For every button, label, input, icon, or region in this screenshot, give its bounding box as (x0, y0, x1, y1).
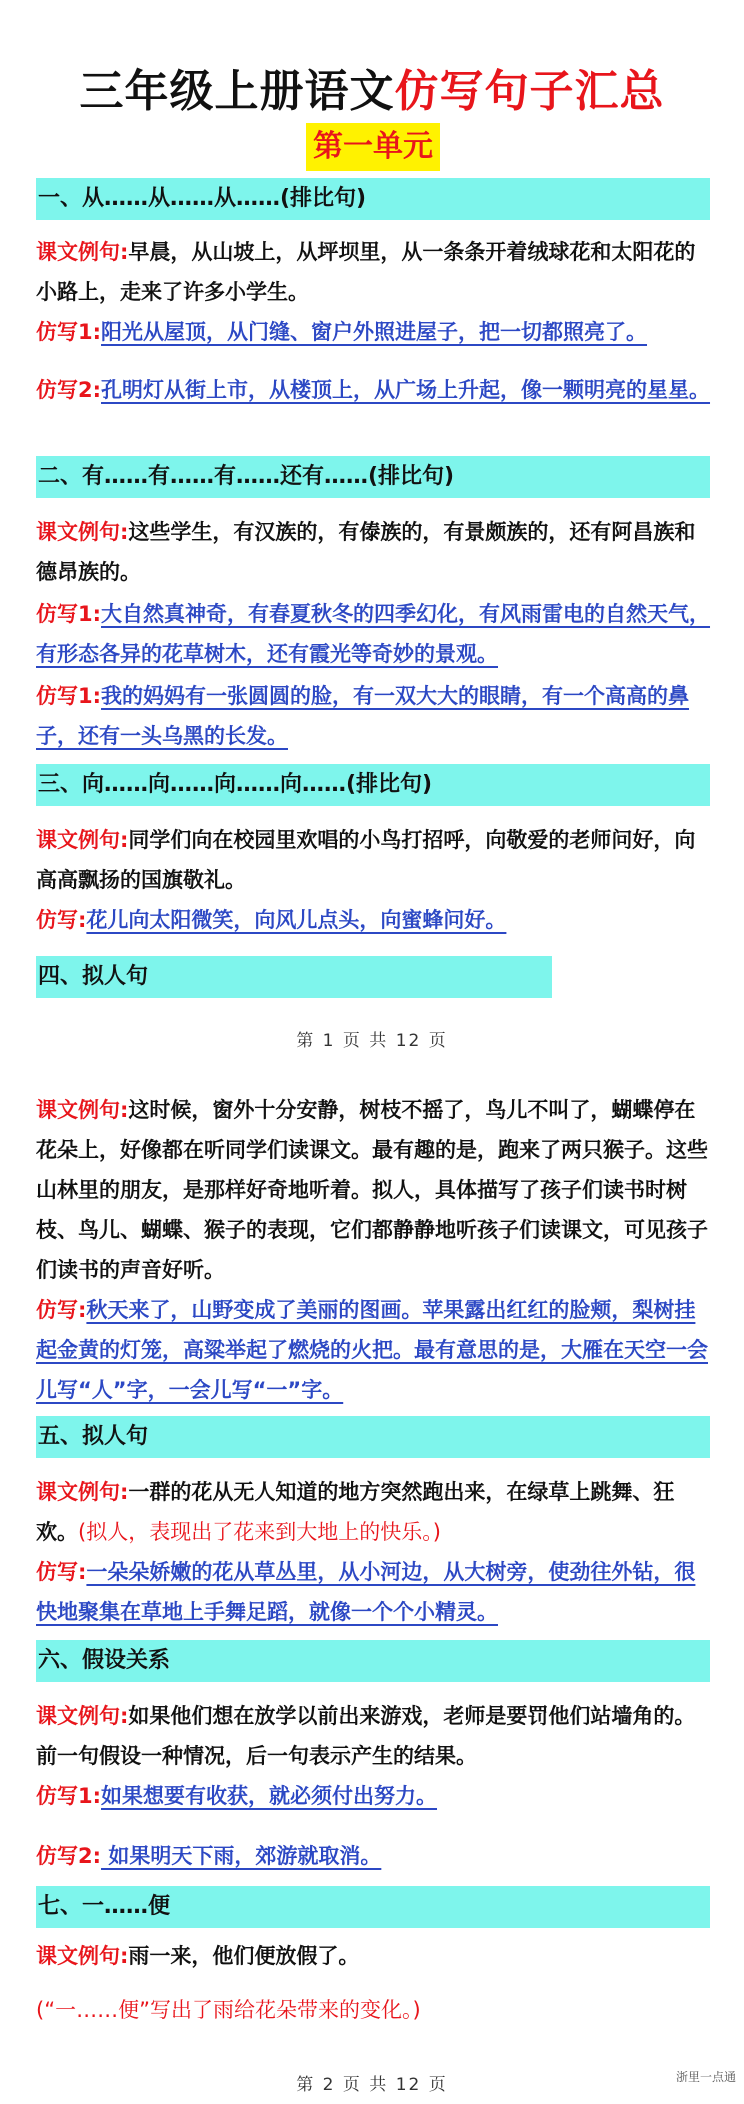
example-note: (“一……便”写出了雨给花朵带来的变化。) (36, 1998, 421, 2022)
section-heading-1: 一、从……从……从……(排比句) (36, 178, 710, 220)
example-7 (36, 1936, 710, 1976)
imitation-1-2 (36, 370, 710, 410)
imitation-2-1 (36, 594, 710, 674)
imitation-label: 仿写: (36, 1298, 87, 1322)
title-black: 三年级上册语文 (79, 66, 395, 117)
section-heading-2: 二、有……有……有……还有……(排比句) (36, 456, 710, 498)
imitation-label: 仿写1: (36, 320, 102, 344)
example-4 (36, 1090, 710, 1290)
page-number-1: 第 1 页 共 12 页 (296, 1031, 448, 1051)
example-3 (36, 820, 710, 900)
watermark: 浙里一点通 (675, 2070, 736, 2084)
example-6 (36, 1696, 710, 1776)
imitation-text: 花儿向太阳微笑，向风儿点头，向蜜蜂问好。 (86, 908, 507, 932)
imitation-text: 大自然真神奇，有春夏秋冬的四季幻化，有风雨雷电的自然天气，有形态各异的花草树木，还有霞光等奇妙的景观。 (36, 602, 711, 666)
example-text: 一群的花从无人知道的地方突然跑出来，在绿草上跳舞、狂欢。 (36, 1480, 675, 1544)
imitation-label: 仿写: (36, 1560, 87, 1584)
example-note: (拟人，表现出了花来到大地上的快乐。) (78, 1520, 441, 1544)
imitation-text: 如果想要有收获，就必须付出努力。 (101, 1784, 438, 1808)
imitation-1-1 (36, 312, 710, 352)
example-label: 课文例句: (36, 240, 129, 264)
title-red: 仿写句子汇总 (394, 66, 665, 117)
imitation-2-2 (36, 676, 710, 756)
example-text: 这些学生，有汉族的，有傣族的，有景颇族的，还有阿昌族和德昂族的。 (36, 520, 696, 584)
imitation-4 (36, 1290, 710, 1410)
example-text: 这时候，窗外十分安静，树枝不摇了，鸟儿不叫了，蝴蝶停在花朵上，好像都在听同学们读课文。最有趣的是，跑来了两只猴子。这些山林里的朋友，是那样好奇地听着。拟人，具体描写了孩子们读书时树枝、鸟儿、蝴蝶、猴子的表现，它们都静静地听孩子们读课文，可见孩子们读书的声音好听。 (36, 1098, 708, 1282)
page-title (0, 55, 744, 119)
unit-badge: 第一单元 (306, 123, 440, 171)
imitation-text: 秋天来了，山野变成了美丽的图画。苹果露出红红的脸颊，梨树挂起金黄的灯笼，高粱举起了燃烧的火把。最有意思的是，大雁在天空一会儿写“人”字，一会儿写“一”字。 (36, 1298, 708, 1402)
section-heading-4: 四、拟人句 (36, 956, 552, 998)
imitation-text: 如果明天下雨，郊游就取消。 (101, 1844, 382, 1868)
example-label: 课文例句: (36, 1944, 129, 1968)
example-label: 课文例句: (36, 1098, 129, 1122)
example-2 (36, 512, 710, 592)
imitation-text: 阳光从屋顶，从门缝、窗户外照进屋子，把一切都照亮了。 (101, 320, 648, 344)
page-number-2: 第 2 页 共 12 页 (296, 2075, 448, 2095)
example-label: 课文例句: (36, 1480, 129, 1504)
example-text: 雨一来，他们便放假了。 (128, 1944, 360, 1968)
section-heading-6: 六、假设关系 (36, 1640, 710, 1682)
imitation-label: 仿写2: (36, 1844, 102, 1868)
section-heading-7: 七、一……便 (36, 1886, 710, 1928)
imitation-label: 仿写1: (36, 684, 102, 708)
imitation-6-1 (36, 1776, 710, 1816)
section-heading-5: 五、拟人句 (36, 1416, 710, 1458)
example-text: 早晨，从山坡上，从坪坝里，从一条条开着绒球花和太阳花的小路上，走来了许多小学生。 (36, 240, 696, 304)
example-label: 课文例句: (36, 520, 129, 544)
imitation-text: 孔明灯从街上市，从楼顶上，从广场上升起，像一颗明亮的星星。 (101, 378, 711, 402)
example-5 (36, 1472, 710, 1552)
imitation-6-2 (36, 1836, 710, 1876)
example-1 (36, 232, 710, 312)
example-text: 如果他们想在放学以前出来游戏，老师是要罚他们站墙角的。前一句假设一种情况，后一句表示产生的结果。 (36, 1704, 696, 1768)
imitation-text: 我的妈妈有一张圆圆的脸，有一双大大的眼睛，有一个高高的鼻子，还有一头乌黑的长发。 (36, 684, 690, 748)
imitation-5 (36, 1552, 710, 1632)
imitation-3 (36, 900, 710, 940)
imitation-label: 仿写1: (36, 1784, 102, 1808)
imitation-label: 仿写: (36, 908, 87, 932)
section-heading-3: 三、向……向……向……向……(排比句) (36, 764, 710, 806)
example-text: 同学们向在校园里欢唱的小鸟打招呼，向敬爱的老师问好，向高高飘扬的国旗敬礼。 (36, 828, 696, 892)
imitation-text: 一朵朵娇嫩的花从草丛里，从小河边，从大树旁，使劲往外钻，很快地聚集在草地上手舞足蹈，就像一个个小精灵。 (36, 1560, 696, 1624)
imitation-label: 仿写2: (36, 378, 102, 402)
example-label: 课文例句: (36, 828, 129, 852)
example-label: 课文例句: (36, 1704, 129, 1728)
example-7-note (36, 1990, 710, 2030)
imitation-label: 仿写1: (36, 602, 102, 626)
